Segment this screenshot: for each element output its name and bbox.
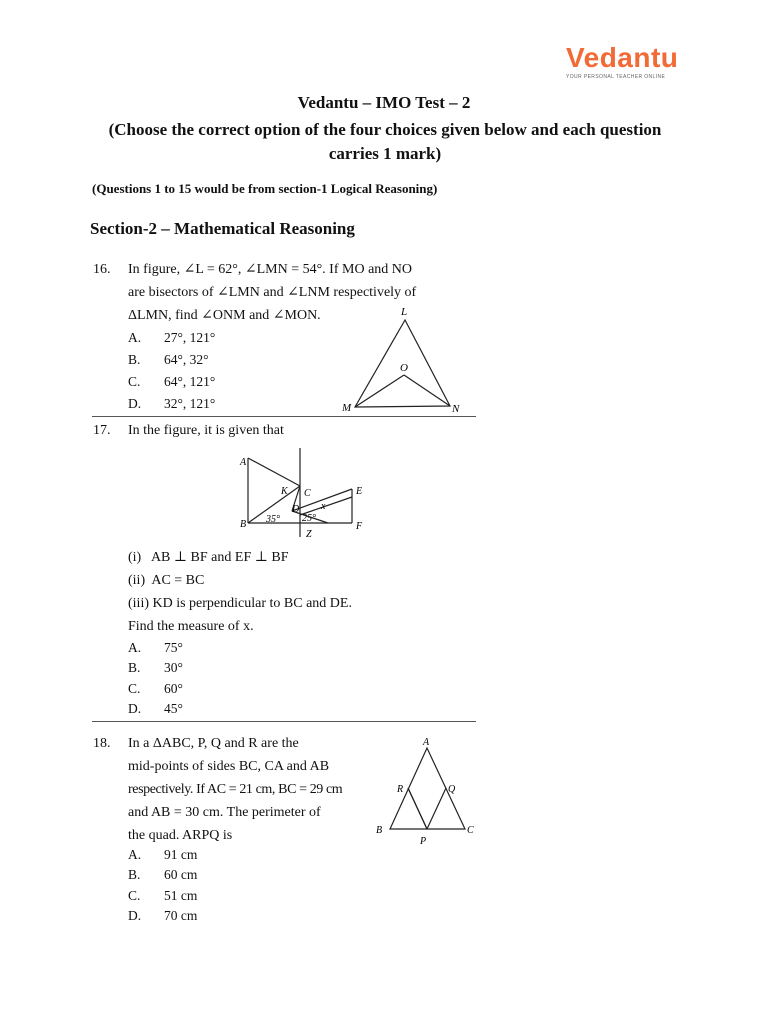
label-angle-25: 25°	[302, 513, 316, 524]
option-text: 45°	[164, 701, 183, 716]
logo-tagline: YOUR PERSONAL TEACHER ONLINE	[566, 74, 666, 80]
label-R: R	[397, 784, 404, 795]
label-C: C	[467, 825, 474, 836]
option-text: 32°, 121°	[164, 396, 216, 411]
question-number: 16.	[93, 262, 111, 277]
section-heading: Section-2 – Mathematical Reasoning	[90, 219, 355, 238]
vedantu-logo	[566, 44, 678, 80]
logo-wordmark: Vedantu	[566, 42, 679, 73]
condition-line: (i) AB ⊥ BF and EF ⊥ BF	[128, 550, 289, 565]
option-text: 27°, 121°	[164, 330, 216, 345]
perpendicular-figure	[232, 445, 380, 545]
section-note: (Questions 1 to 15 would be from section-1 Logical Reasoning)	[92, 181, 438, 196]
option-text: 60 cm	[164, 867, 198, 882]
question-number: 17.	[93, 423, 111, 438]
question-number: 18.	[93, 736, 111, 751]
label-B: B	[240, 519, 247, 530]
condition-line: (ii) AC = BC	[128, 573, 205, 588]
question-line: In the figure, it is given that	[128, 423, 284, 438]
option-letter: A.	[128, 330, 142, 345]
condition-line: (iii) KD is perpendicular to BC and DE.	[128, 596, 352, 611]
instructions: (Choose the correct option of the four choices given below and each question carries 1 mark)	[108, 120, 662, 163]
question-line: respectively. If AC = 21 cm, BC = 29 cm	[128, 782, 343, 797]
question-line: and AB = 30 cm. The perimeter of	[128, 805, 321, 820]
label-A: A	[423, 737, 430, 748]
option-letter: A.	[128, 640, 142, 655]
option-letter: C.	[128, 374, 141, 389]
option-letter: D.	[128, 701, 142, 716]
label-D: D	[292, 504, 300, 515]
label-x: x	[321, 501, 326, 512]
option-letter: B.	[128, 867, 141, 882]
option-letter: B.	[128, 660, 141, 675]
label-L: L	[401, 306, 408, 318]
label-F: F	[356, 521, 363, 532]
label-P: P	[420, 836, 427, 847]
label-Q: Q	[448, 784, 456, 795]
label-B: B	[376, 825, 383, 836]
label-angle-35: 35°	[266, 514, 280, 525]
question-line: the quad. ARPQ is	[128, 828, 233, 843]
triangle-lmn-figure	[330, 300, 480, 420]
option-letter: C.	[128, 888, 141, 903]
triangle-abc-figure	[370, 736, 490, 848]
label-E: E	[356, 486, 363, 497]
label-Z: Z	[306, 529, 312, 540]
option-text: 30°	[164, 660, 183, 675]
question-line: are bisectors of ∠LMN and ∠LNM respectively of	[128, 285, 417, 300]
question-line: ΔLMN, find ∠ONM and ∠MON.	[128, 308, 321, 323]
label-O: O	[400, 362, 408, 374]
divider	[92, 416, 476, 417]
option-text: 91 cm	[164, 847, 198, 862]
option-text: 64°, 121°	[164, 374, 216, 389]
question-line: In figure, ∠L = 62°, ∠LMN = 54°. If MO and NO	[128, 262, 412, 277]
option-text: 70 cm	[164, 908, 198, 923]
option-text: 64°, 32°	[164, 352, 209, 367]
option-text: 51 cm	[164, 888, 198, 903]
label-N: N	[452, 403, 460, 415]
question-line: In a ΔABC, P, Q and R are the	[128, 736, 299, 751]
question-ask: Find the measure of x.	[128, 619, 254, 634]
label-M: M	[342, 402, 352, 414]
page-title: Vedantu – IMO Test – 2	[297, 93, 471, 112]
option-letter: A.	[128, 847, 142, 862]
option-text: 60°	[164, 681, 183, 696]
option-text: 75°	[164, 640, 183, 655]
divider	[92, 721, 476, 722]
option-letter: B.	[128, 352, 141, 367]
option-letter: C.	[128, 681, 141, 696]
option-letter: D.	[128, 908, 142, 923]
option-letter: D.	[128, 396, 142, 411]
label-A: A	[240, 457, 247, 468]
question-line: mid-points of sides BC, CA and AB	[128, 759, 330, 774]
label-K: K	[281, 486, 288, 497]
label-C: C	[304, 488, 311, 499]
